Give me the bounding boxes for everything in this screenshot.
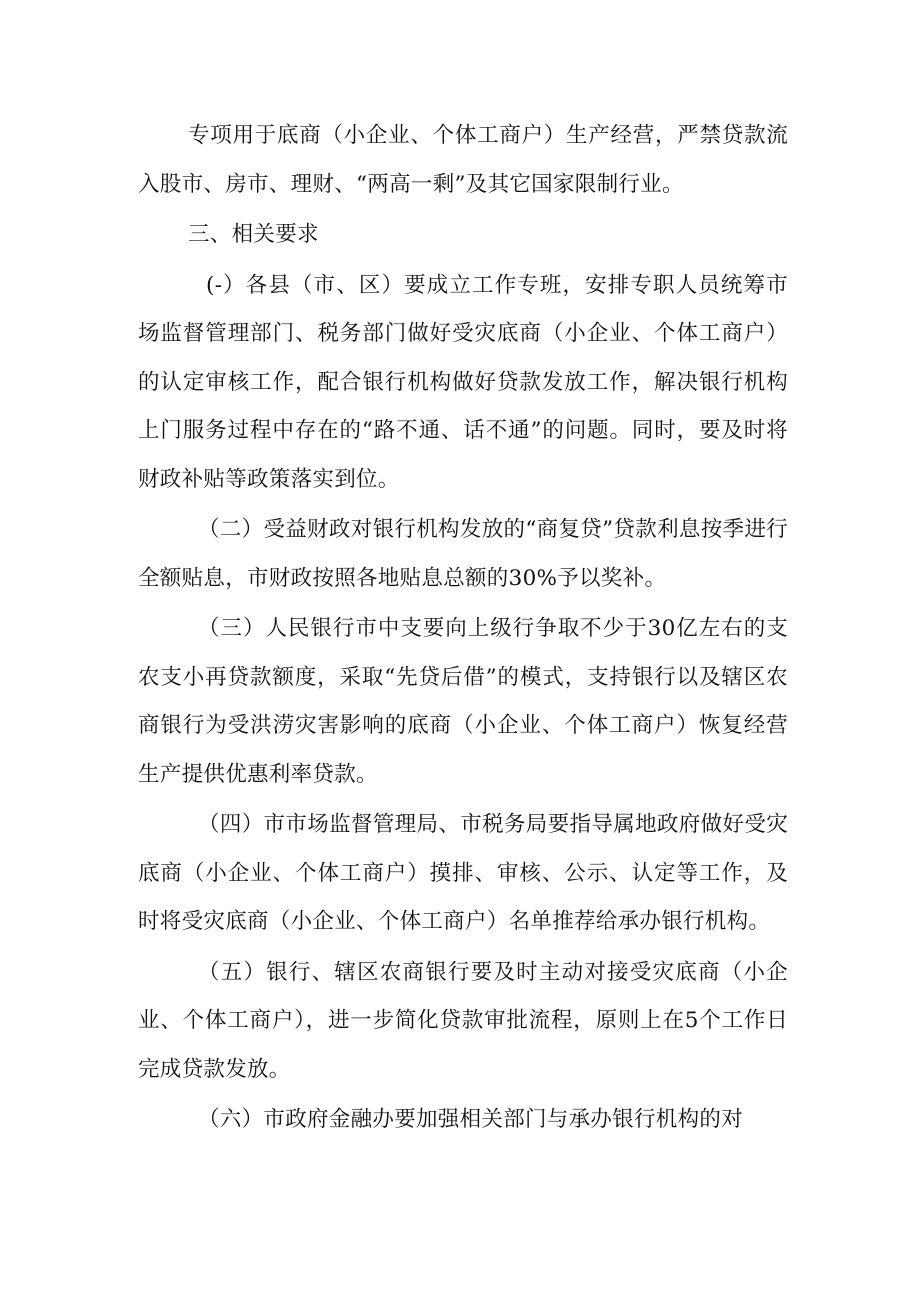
requirement-item-2: （二）受益财政对银行机构发放的“商复贷”贷款利息按季进行全额贴息，市财政按照各地贴息总额的30%予以奖补。	[138, 517, 788, 591]
document-body	[138, 112, 788, 1147]
section-heading-requirements: 三、相关要求	[188, 222, 319, 247]
requirement-item-6: （六）市政府金融办要加强相关部门与承办银行机构的对	[198, 1107, 744, 1132]
requirement-item-5: （五）银行、辖区农商银行要及时主动对接受灾底商（小企业、个体工商户），进一步简化贷款审批流程，原则上在5个工作日完成贷款发放。	[138, 959, 788, 1082]
requirement-item-4: （四）市市场监督管理局、市税务局要指导属地政府做好受灾底商（小企业、个体工商户）摸排、审核、公示、认定等工作，及时将受灾底商（小企业、个体工商户）名单推荐给承办银行机构。	[138, 812, 788, 934]
requirement-item-3: （三）人民银行市中支要向上级行争取不少于30亿左右的支农支小再贷款额度，采取“先贷后借”的模式，支持银行以及辖区农商银行为受洪涝灾害影响的底商（小企业、个体工商户）恢复经营生产提供优惠利率贷款。	[138, 616, 788, 787]
requirement-item-1: (-）各县（市、区）要成立工作专班，安排专职人员统筹市场监督管理部门、税务部门做好受灾底商（小企业、个体工商户）的认定审核工作，配合银行机构做好贷款发放工作，解决银行机构上门服务过程中存在的“路不通、话不通”的问题。同时，要及时将财政补贴等政策落实到位。	[138, 272, 788, 492]
paragraph-continuation: 专项用于底商（小企业、个体工商户）生产经营，严禁贷款流入股市、房市、理财、“两高一剩”及其它国家限制行业。	[138, 123, 788, 197]
